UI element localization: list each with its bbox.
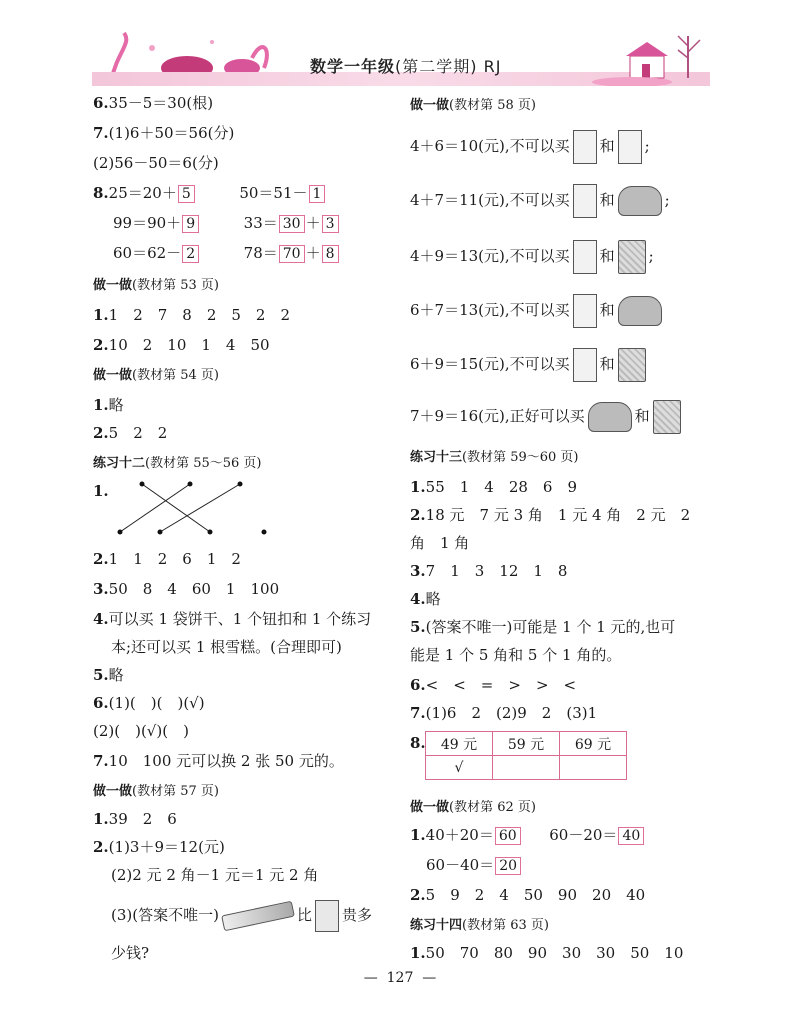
notebook-icon [573,240,597,274]
table-cell: √ [426,756,493,780]
p57-q1: 1.39 2 6 [93,810,177,828]
section-heading-ex13: 练习十三(教材第 59～60 页) [410,450,579,465]
ex13-q3: 3.7 1 3 12 1 8 [410,562,568,580]
table-header-row [426,732,627,756]
section-heading-ex12: 练习十二(教材第 55～56 页) [93,456,262,471]
p58-row4: 6＋7＝13(元),不可以买 和 [410,294,665,328]
ex13-q7: 7.(1)6 2 (2)9 2 (3)1 [410,704,598,722]
p54-q1: 1.略 [93,396,124,414]
ex13-q5-cont: 能是 1 个 5 角和 5 个 1 角的。 [410,646,622,664]
page-number: — 127 — [363,970,437,986]
p57-q2c: (3)(答案不唯一) 比 贵多 [111,900,372,932]
page-header [92,28,710,86]
ex13-q6: 6.< < = > > < [410,676,577,694]
ex12-q4-cont: 本;还可以买 1 根雪糕。(合理即可) [111,638,342,656]
ex12-q3: 3.50 8 4 60 1 100 [93,580,280,598]
storybook-icon [653,400,681,434]
table-row [426,756,627,780]
toy-car-icon [618,296,662,326]
toy-car-icon [618,186,662,216]
answer-box: 60 [495,827,521,845]
q8-row2: 99＝90＋ 9 33＝ 30 ＋ 3 [113,212,340,233]
section-heading-p54: 做一做(教材第 54 页) [93,368,219,383]
answer-box: 70 [279,245,305,263]
toy-car-icon [588,402,632,432]
ex13-q4: 4.略 [410,590,441,608]
q8-row1: 8.25＝20＋ 5 50＝51－ 1 [93,182,326,203]
ex12-q2: 2.1 1 2 6 1 2 [93,550,241,568]
answer-box: 8 [322,245,339,263]
doll-card-icon [618,130,642,164]
ex13-q2: 2.18 元 7 元 3 角 1 元 4 角 2 元 2 [410,506,691,524]
answer-box: 40 [618,827,644,845]
notebook-icon [573,130,597,164]
ex13-q2-cont: 角 1 角 [410,534,470,552]
table-cell [560,756,627,780]
p57-q2: 2.(1)3＋9＝12(元) [93,838,225,856]
ex13-q5: 5.(答案不唯一)可能是 1 个 1 元的,也可 [410,618,676,636]
answer-box: 3 [322,215,339,233]
q7b-line: (2)56－50＝6(分) [93,154,219,172]
answer-box: 1 [309,185,326,203]
q8-row3: 60＝62－ 2 78＝ 70 ＋ 8 [113,242,340,263]
soap-box-icon [315,900,339,932]
p57-q2b: (2)2 元 2 角－1 元＝1 元 2 角 [111,866,319,884]
section-heading-p57: 做一做(教材第 57 页) [93,784,219,799]
answer-box: 30 [279,215,305,233]
doll-card-icon [573,348,597,382]
section-heading-p53: 做一做(教材第 53 页) [93,278,219,293]
section-heading-p62: 做一做(教材第 62 页) [410,800,536,815]
table-header-cell: 69 元 [560,732,627,756]
ex13-q8: 8. [410,734,426,752]
ex12-q1: 1. [93,482,109,500]
p53-q2: 2.10 2 10 1 4 50 [93,336,270,354]
p62-q1b: 60－40＝ 20 [426,854,522,875]
matching-lines-diagram [110,476,270,542]
ex12-q4: 4.可以买 1 袋饼干、1 个钮扣和 1 个练习 [93,610,372,628]
p58-row5: 6＋9＝15(元),不可以买 和 [410,348,649,382]
p54-q2: 2.5 2 2 [93,424,168,442]
p58-row2: 4＋7＝11(元),不可以买 和 ; [410,184,670,218]
p62-q1: 1.40＋20＝ 60 60－20＝ 40 [410,824,645,845]
section-heading-p58: 做一做(教材第 58 页) [410,98,536,113]
answer-box: 2 [182,245,199,263]
p58-row1: 4＋6＝10(元),不可以买 和 ; [410,130,650,164]
price-table [425,731,627,780]
q6-line: 6.35－5＝30(根) [93,94,214,112]
section-heading-ex14: 练习十四(教材第 63 页) [410,918,549,933]
table-cell [493,756,560,780]
ex13-q1: 1.55 1 4 28 6 9 [410,478,578,496]
doll-card-icon [573,294,597,328]
p53-q1: 1.1 2 7 8 2 5 2 2 [93,306,291,324]
house-tree-decoration-icon [592,28,710,86]
p62-q2: 2.5 9 2 4 50 90 20 40 [410,886,646,904]
ex12-q6b: (2)( )(√)( ) [93,722,189,740]
q7-line: 7.(1)6＋50＝56(分) [93,124,235,142]
ex12-q5: 5.略 [93,666,124,684]
ex12-q7: 7.10 100 元可以换 2 张 50 元的。 [93,752,344,770]
ex12-q6: 6.(1)( )( )(√) [93,694,205,712]
toothpaste-icon [221,901,295,932]
storybook-icon [618,348,646,382]
p57-q2d: 少钱? [111,944,150,962]
answer-box: 5 [178,185,195,203]
p58-row6: 7＋9＝16(元),正好可以买 和 [410,400,684,434]
ex14-q1: 1.50 70 80 90 30 30 50 10 [410,944,684,962]
storybook-icon [618,240,646,274]
page-title: 数学一年级(第二学期) RJ [310,57,502,76]
notebook-icon [573,184,597,218]
table-header-cell: 49 元 [426,732,493,756]
table-header-cell: 59 元 [493,732,560,756]
answer-box: 9 [182,215,199,233]
p58-row3: 4＋9＝13(元),不可以买 和 ; [410,240,654,274]
answer-box: 20 [495,857,521,875]
